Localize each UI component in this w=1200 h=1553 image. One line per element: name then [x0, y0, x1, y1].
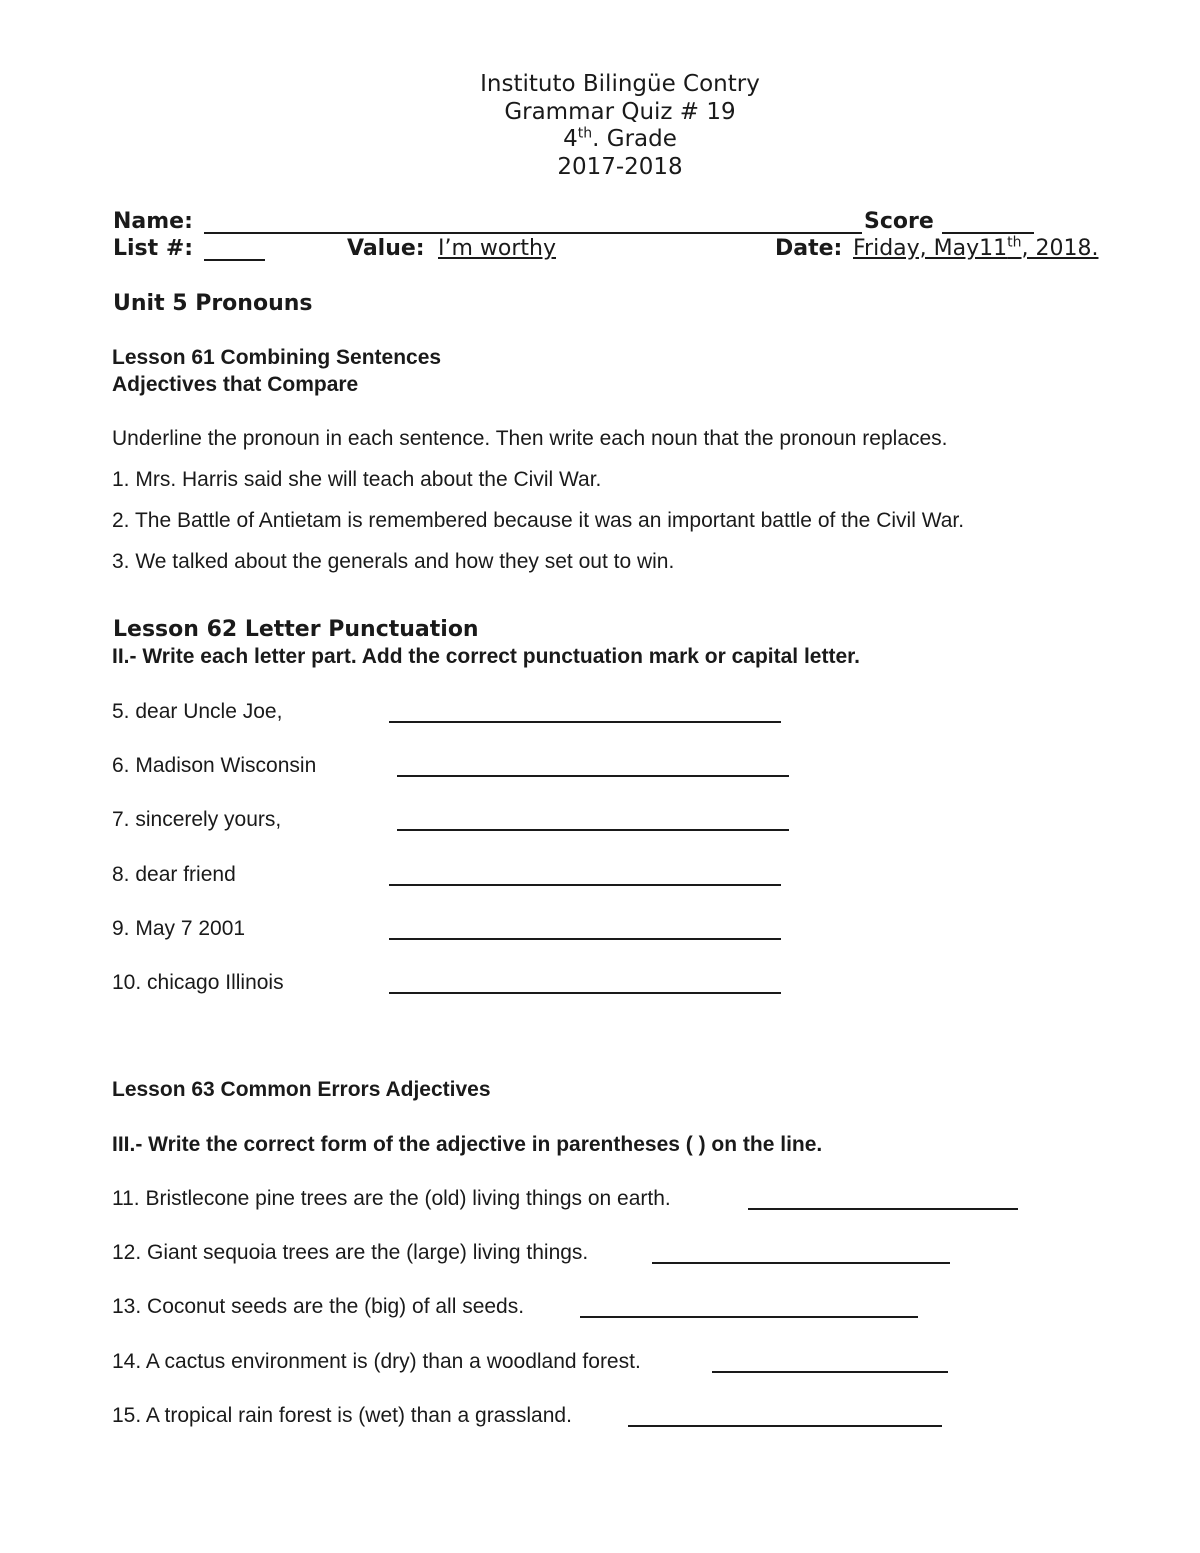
adjective-item: 12. Giant sequoia trees are the (large) living things.: [112, 1241, 589, 1264]
answer-line[interactable]: [712, 1371, 948, 1373]
letter-item: 8. dear friend: [112, 863, 236, 886]
adjective-item: 13. Coconut seeds are the (big) of all seeds.: [112, 1295, 525, 1318]
answer-line[interactable]: [580, 1316, 918, 1318]
lesson-62-instruction: II.- Write each letter part. Add the correct punctuation mark or capital letter.: [112, 645, 861, 668]
lesson-61-item: 2. The Battle of Antietam is remembered because it was an important battle of the Civil War.: [112, 509, 965, 532]
adjective-item: 14. A cactus environment is (dry) than a woodland forest.: [112, 1350, 641, 1373]
grade-label: . Grade: [592, 126, 677, 152]
value-text: I’m worthy: [438, 236, 556, 261]
adjective-item: 15. A tropical rain forest is (wet) than a grassland.: [112, 1404, 572, 1427]
answer-line[interactable]: [389, 884, 781, 886]
lesson-62-title: Lesson 62 Letter Punctuation: [113, 617, 479, 642]
letter-item: 10. chicago Illinois: [112, 971, 284, 994]
letter-item: 7. sincerely yours,: [112, 808, 282, 831]
grade-suffix: th: [577, 125, 593, 142]
date-main: Friday, May11: [853, 236, 1008, 261]
answer-line[interactable]: [748, 1208, 1018, 1210]
lesson-63-instruction: III.- Write the correct form of the adjective in parentheses ( ) on the line.: [112, 1133, 823, 1156]
answer-line[interactable]: [652, 1262, 950, 1264]
lesson-61-title: Lesson 61 Combining Sentences: [112, 346, 442, 369]
letter-item: 6. Madison Wisconsin: [112, 754, 317, 777]
value-label: Value:: [347, 236, 425, 261]
lesson-61-item: 3. We talked about the generals and how they set out to win.: [112, 550, 675, 573]
letter-item: 5. dear Uncle Joe,: [112, 700, 283, 723]
adjective-item: 11. Bristlecone pine trees are the (old) living things on earth.: [112, 1187, 671, 1210]
school-name: Instituto Bilingüe Contry: [480, 71, 760, 97]
grade-line: [0, 126, 1200, 152]
grade-number: 4: [563, 126, 578, 152]
lesson-63-title: Lesson 63 Common Errors Adjectives: [112, 1078, 491, 1101]
answer-line[interactable]: [397, 829, 789, 831]
name-label: Name:: [113, 209, 193, 234]
lesson-61-instruction: Underline the pronoun in each sentence. Then write each noun that the pronoun replaces.: [112, 427, 948, 450]
lesson-61-subtitle: Adjectives that Compare: [112, 373, 359, 396]
date-suffix: th: [1007, 234, 1022, 251]
quiz-title: Grammar Quiz # 19: [504, 99, 736, 125]
answer-line[interactable]: [389, 992, 781, 994]
date-year: , 2018.: [1021, 236, 1099, 261]
name-field[interactable]: [204, 232, 862, 234]
lesson-61-item: 1. Mrs. Harris said she will teach about the Civil War.: [112, 468, 602, 491]
answer-line[interactable]: [397, 775, 789, 777]
answer-line[interactable]: [389, 938, 781, 940]
answer-line[interactable]: [389, 721, 781, 723]
list-label: List #:: [113, 236, 194, 261]
letter-item: 9. May 7 2001: [112, 917, 246, 940]
unit-title: Unit 5 Pronouns: [113, 291, 313, 316]
school-year: 2017-2018: [557, 154, 683, 180]
list-number-field[interactable]: [204, 259, 265, 261]
date-label: Date:: [775, 236, 843, 261]
answer-line[interactable]: [628, 1425, 942, 1427]
score-label: Score: [864, 209, 934, 234]
date-text: [853, 236, 1098, 261]
